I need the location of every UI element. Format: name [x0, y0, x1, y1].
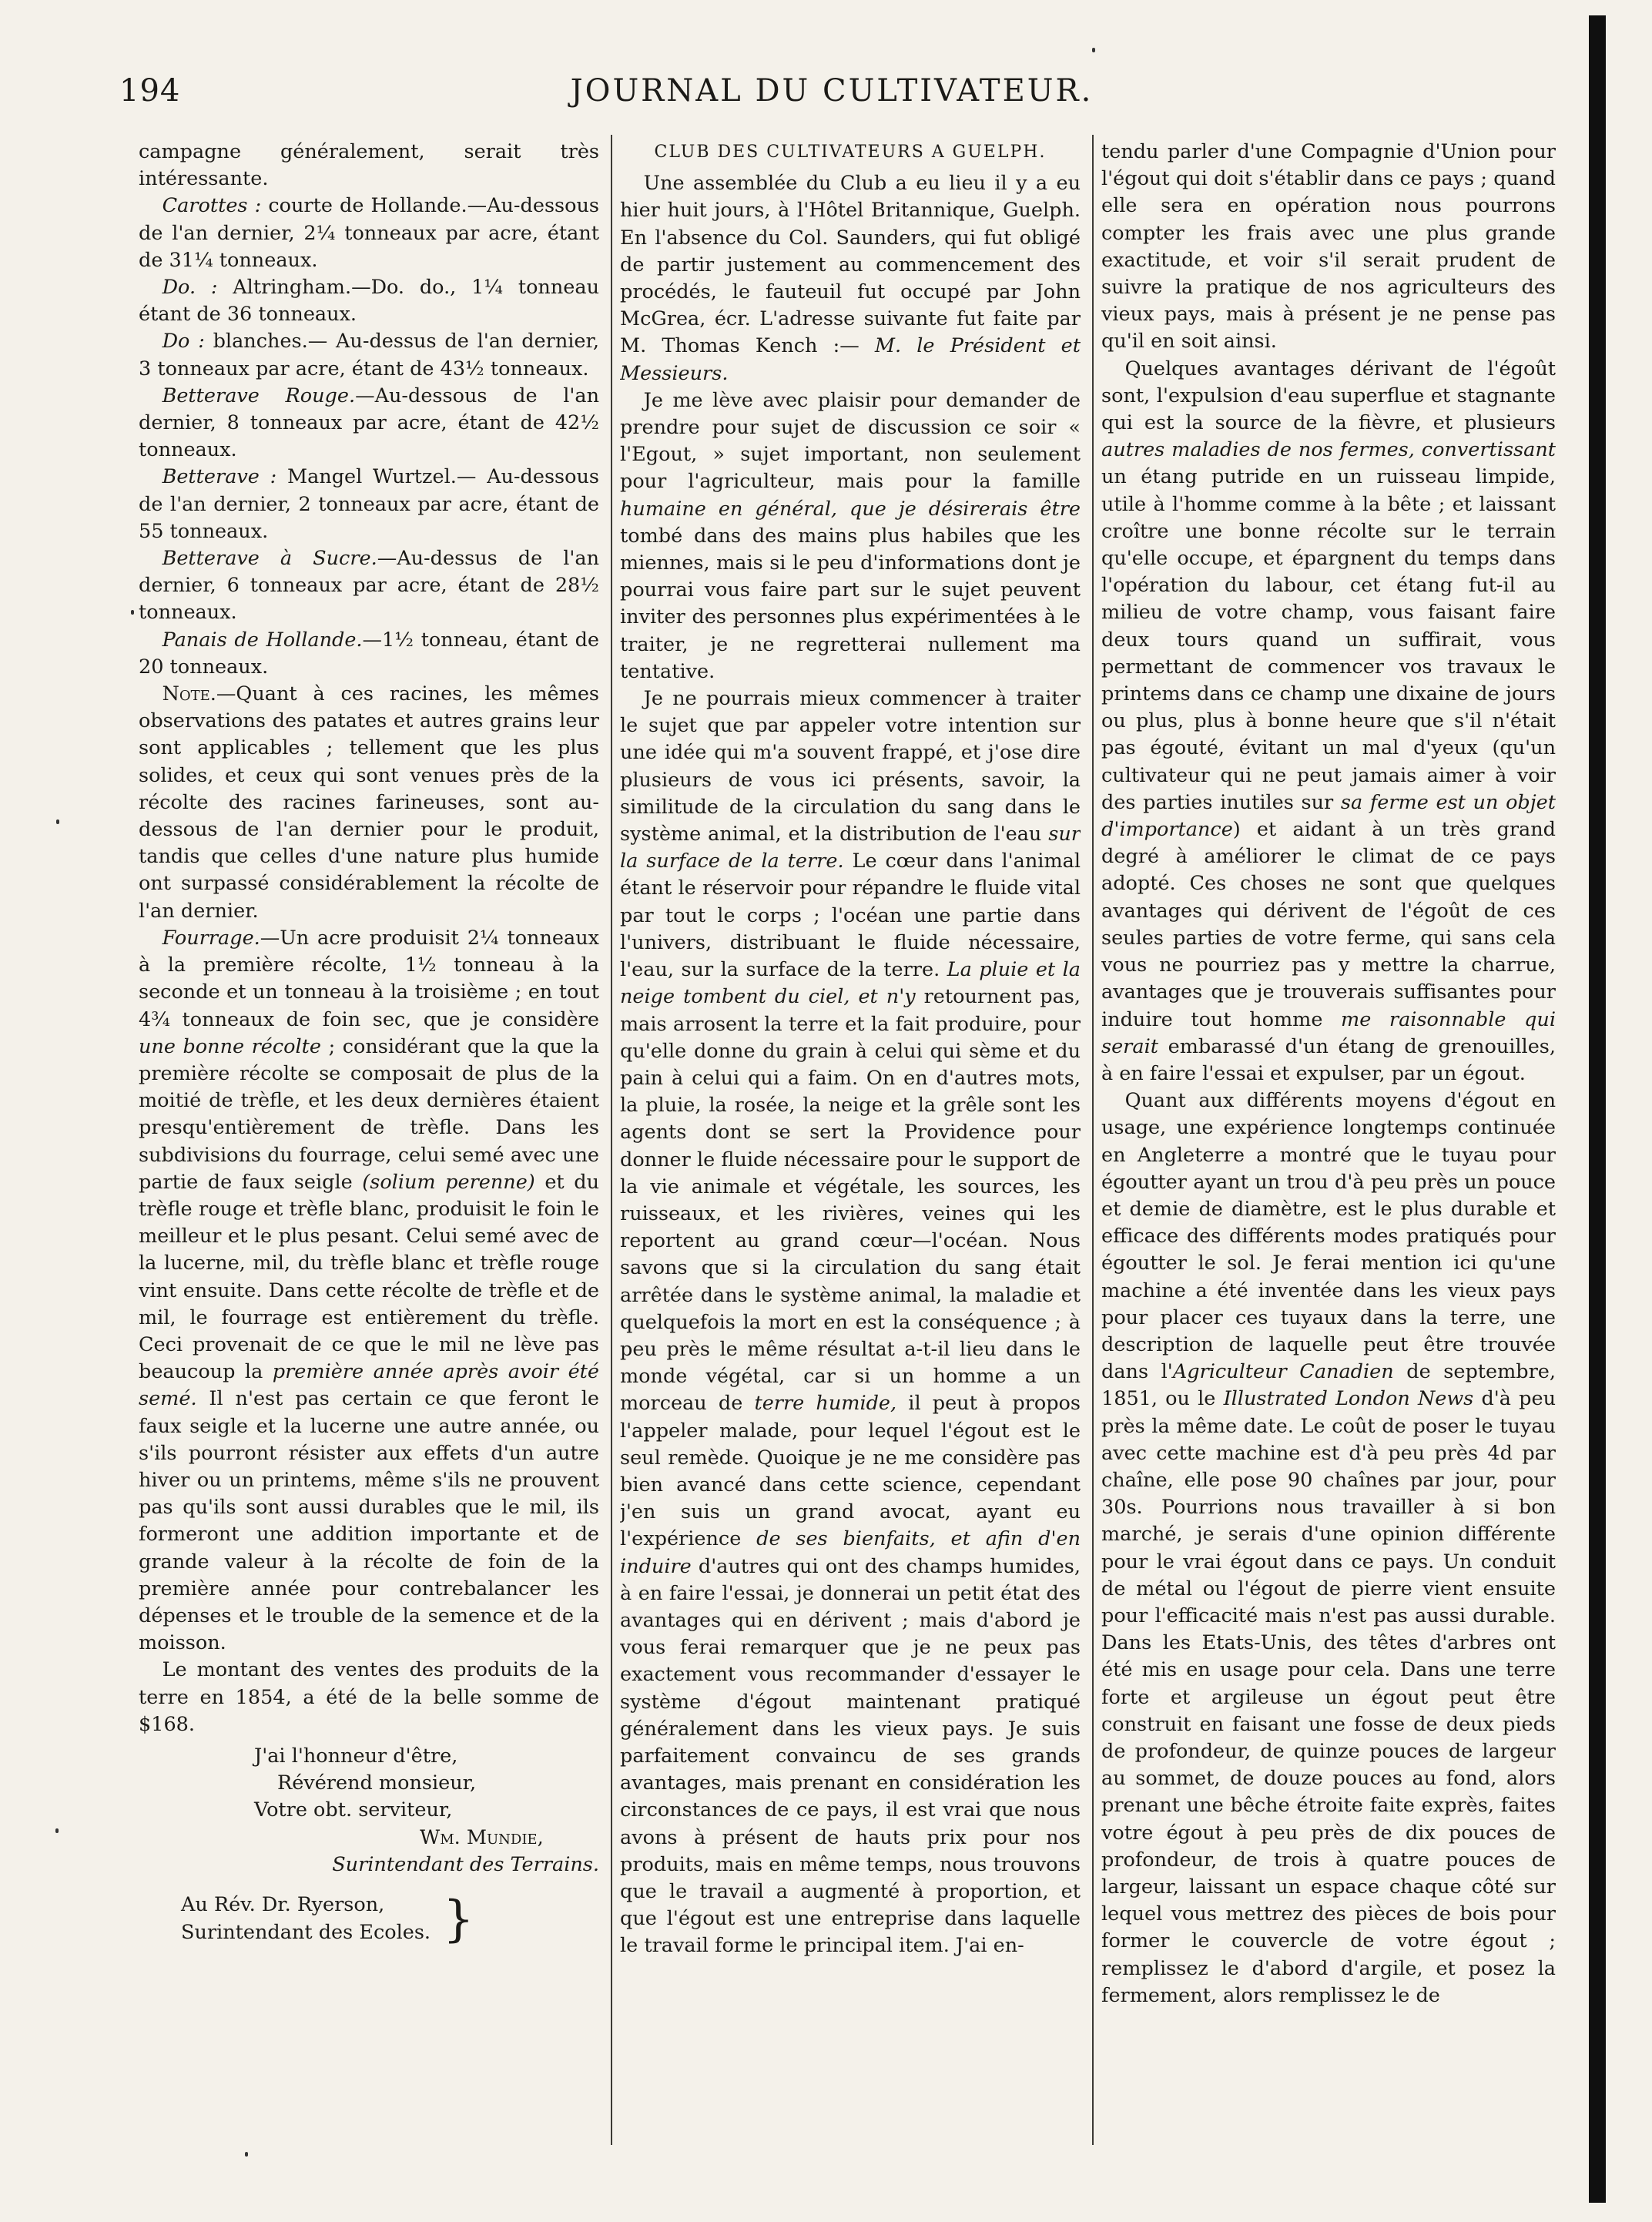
journal-title: JOURNAL DU CULTIVATEUR.: [570, 73, 1094, 109]
text-run: embarassé d'un étang de grenouilles, à en faire l'essai et expulser, par un égout.: [1101, 1034, 1556, 1085]
scan-edge-shadow: [1589, 15, 1606, 2203]
section-title: CLUB DES CULTIVATEURS A GUELPH.: [654, 142, 1047, 162]
scan-speck: [131, 610, 134, 615]
text-columns: [139, 139, 1556, 2157]
fourrage-label: Fourrage.: [162, 926, 260, 950]
paragraph: [620, 387, 1081, 685]
paragraph: campagne généralement, serait très intéressante.: [139, 140, 599, 191]
paragraph: [1101, 1088, 1556, 2009]
paragraph: [620, 170, 1081, 387]
italic-run: Illustrated London News: [1223, 1387, 1474, 1411]
crop-label: Do :: [162, 330, 205, 354]
text-run: Quant aux différents moyens d'égout en usage, une expérience longtemps continuée en Angleterre a montré que le tuyau pour égoutter ayant un trou d'à peu près un pouce et demie de diamètre, est le plus durable et efficace des différents modes pratiqués pour égoutter le sol. Je ferai mention ici qu'une machine a été inventée dans les vieux pays pour placer ces tuyaux dans la terre, une description de laquelle peut être trouvée dans l': [1101, 1089, 1556, 1384]
paragraph: Le montant des ventes des produits de la terre en 1854, a été de la belle somme de $168.: [139, 1658, 599, 1736]
paragraph: [139, 627, 599, 681]
italic-run: une bonne récolte: [139, 1034, 322, 1058]
closing-line: Votre obt. serviteur,: [254, 1798, 453, 1822]
text-run: et du trèfle rouge et trèfle blanc, produisit le foin le meilleur et le plus pesant. Celui semé avec de la lucerne, mil, du trèfle blanc et trèfle rouge vint ensuite. Dans cette récolte de trèfle et de mil, le fourrage est entièrement du trèfle. Ceci provenait de ce que le mil ne lève pas beaucoup la: [139, 1170, 599, 1384]
paragraph: [139, 681, 599, 925]
text-run: un étang putride en un ruisseau limpide, utile à l'homme comme à la bête ; et laissant croître une bonne récolte sur le terrain qu'elle occupe, et épargnent du temps dans l'opération du labour, cet étang fut-il au milieu de votre champ, vous faisant faire deux tours quand un suffirait, vous permettant de commencer vos travaux le printems dans ce champ une dixaine de jours ou plus, plus à bonne heure que s'il n'était pas égouté, évitant un mal d'yeux (qu'un cultivateur qui ne peut jamais aimer à voir des parties inutiles sur: [1101, 465, 1556, 814]
crop-text: Altringham.—Do. do., 1¼ tonneau étant de 36 tonneaux.: [139, 276, 599, 327]
closing-line: Révérend monsieur,: [277, 1771, 477, 1795]
italic-run: sa ferme est un objet d'importance: [1101, 790, 1556, 842]
column-1: [139, 139, 599, 2149]
italic-run: terre humide,: [754, 1392, 897, 1416]
italic-run: M. le Président et Messieurs.: [620, 334, 1081, 385]
scan-speck: [55, 1828, 59, 1833]
paragraph: [139, 383, 599, 464]
paragraph: [139, 274, 599, 328]
note-text: —Quant à ces racines, les mêmes observations des patates et autres grains leur sont applicables ; tellement que les plus solides, et ceux qui sont venues près de la récolte des racines farineuses, sont au-dessous de l'an dernier pour le produit, tandis que celles d'une nature plus humide ont surpassé considérablement la récolte de l'an dernier.: [139, 682, 599, 923]
crop-label: Carottes :: [162, 194, 262, 218]
scan-speck: [1092, 48, 1095, 52]
text-run: Je me lève avec plaisir pour demander de prendre pour sujet de discussion ce soir « l'Egout, » sujet important, non seulement pour l'agriculteur, mais pour la famille: [620, 388, 1081, 494]
brace-glyph: }: [443, 1891, 474, 1948]
text-run: il peut à propos l'appeler malade, pour lequel l'égout est le seul remède. Quoique je ne me considère pas bien avancé dans cette science, cependant j'en suis un grand avocat, ayant eu l'expérience: [620, 1392, 1081, 1551]
text-run: de septembre, 1851, ou le: [1101, 1360, 1556, 1411]
paragraph: [139, 545, 599, 627]
crop-label: Do. :: [162, 276, 218, 300]
text-run: Je ne pourrais mieux commencer à traiter le sujet que par appeler votre intention sur une idée qui m'a souvent frappé, et j'ose dire plusieurs de vous ici présents, savoir, la similitude de la circulation du sang dans le système animal, et la distribution de l'eau: [620, 687, 1081, 846]
italic-run: (solium perenne): [362, 1170, 535, 1194]
addressee-block: [139, 1891, 599, 1946]
letter-closing: [139, 1743, 599, 1878]
signature-title: Surintendant des Terrains.: [332, 1852, 599, 1876]
signature-name: Wm. Mundie,: [420, 1825, 544, 1849]
closing-line: J'ai l'honneur d'être,: [254, 1744, 458, 1768]
text-run: tombé dans des mains plus habiles que les miennes, mais si le peu d'informations dont je pourrai vous faire part sur le sujet peuvent inviter des personnes plus expérimentées à le traiter, je ne regretterai nullement ma tentative.: [620, 524, 1081, 683]
text-run: ) et aidant à un très grand degré à améliorer le climat de ce pays adopté. Ces choses ne sont que quelques avantages qui dérivent de l'égoût de ces seules parties de votre ferme, qui sans cela vous ne pourriez pas y mettre la charrue, avantages que je trouverais suffisantes pour induire tout homme: [1101, 818, 1556, 1031]
paragraph: [139, 464, 599, 545]
addressee-line: Au Rév. Dr. Ryerson,: [181, 1893, 385, 1916]
paragraph: [139, 925, 599, 1657]
italic-run: première année après avoir été semé.: [139, 1360, 599, 1411]
text-run: ; considérant que la que la première récolte se composait de plus de la moitié de trèfle, et les deux dernières étaient presqu'entièrement de trèfle. Dans les subdivisions du fourrage, celui semé avec une partie de faux seigle: [139, 1034, 599, 1194]
page-header: [119, 73, 1544, 135]
crop-text: courte de Hollande.—Au-dessous de l'an dernier, 2¼ tonneaux par acre, étant de 31¼ tonneaux.: [139, 194, 599, 272]
crop-text: —Au-dessus de l'an dernier, 6 tonneaux par acre, étant de 28½ tonneaux.: [139, 547, 599, 625]
italic-run: humaine en général, que je désirerais être: [620, 497, 1081, 521]
column-3: [1101, 139, 1556, 2149]
italic-run: de ses bienfaits, et afin d'en induire: [620, 1527, 1081, 1578]
page-number: 194: [119, 73, 181, 109]
text-run: Il n'est pas certain ce que feront le faux seigle et la lucerne une autre année, ou s'ils pourront résister aux effets d'un autre hiver ou un printems, même s'ils ne prouvent pas qu'ils sont aussi durables que le mil, ils formeront une addition importante et de grande valeur à la récolte de foin de la première année pour contrebalancer les dépenses et le trouble de la semence et de la moisson.: [139, 1387, 599, 1655]
text-run: d'autres qui ont des champs humides, à en faire l'essai, je donnerai un petit état des avantages qui en dérivent ; mais d'abord je vous ferai remarquer que je ne peux pas exactement vous recommander d'essayer le système d'égout maintenant pratiqué généralement dans les vieux pays. Je suis parfaitement convaincu de ses grands avantages, mais prenant en considération les circonstances de ce pays, il est vrai que nous avons à présent de hauts prix pour nos produits, mais en même temps, nous trouvons que le travail a augmenté à proportion, et que l'égout est une entreprise dans laquelle le travail forme le principal item. J'ai en-: [620, 1554, 1081, 1958]
italic-run: La pluie et la neige tombent du ciel, et n'y: [620, 958, 1081, 1009]
addressee-line: Surintendant des Ecoles.: [181, 1921, 431, 1944]
text-run: Quelques avantages dérivant de l'égoût sont, l'expulsion d'eau superflue et stagnante qui est la source de la fièvre, et plusieurs: [1101, 357, 1556, 435]
italic-run: autres maladies de nos fermes, convertissant: [1101, 438, 1556, 462]
text-run: Une assemblée du Club a eu lieu il y a eu hier huit jours, à l'Hôtel Britannique, Guelph. En l'absence du Col. Saunders, qui fut obligé de partir justement au commencement des procédés, le fauteuil fut occupé par John McGrea, écr. L'adresse suivante fut faite par M. Thomas Kench :—: [620, 172, 1081, 358]
italic-run: sur la surface de la terre.: [620, 823, 1081, 873]
paragraph: [139, 193, 599, 274]
column-2: [620, 139, 1081, 2149]
scan-speck: [245, 2152, 248, 2157]
paragraph: [620, 685, 1081, 1960]
paragraph: [1101, 356, 1556, 1088]
text-run: Le cœur dans l'animal étant le réservoir pour répandre le fluide vital par tout le corps ; l'océan une partie dans l'univers, distribuant le fluide nécessaire, l'eau, sur la surface de la terre.: [620, 850, 1081, 982]
text-run: retournent pas, mais arrosent la terre et la fait produire, pour qu'elle donne du grain à celui qui sème et du pain à celui qui a faim. On en d'autres mots, la pluie, la rosée, la neige et la grêle sont les agents dont se sert la Providence pour donner le fluide nécessaire pour le support de la vie animale et végétale, les sources, les ruisseaux, et les rivières, veines qui les reportent au grand cœur—l'océan. Nous savons que si la circulation du sang était arrêtée dans le système animal, la maladie et quelquefois la mort en est la conséquence ; à peu près le même résultat a-t-il lieu dans le monde végétal, car si un homme a un morceau de: [620, 985, 1081, 1416]
paragraph: [139, 328, 599, 382]
note-label: Note.: [162, 682, 216, 706]
crop-text: —1½ tonneau, étant de 20 tonneaux.: [139, 628, 599, 679]
crop-text: blanches.— Au-dessus de l'an dernier, 3 tonneaux par acre, étant de 43½ tonneaux.: [139, 330, 599, 380]
crop-label: Betterave :: [162, 465, 277, 489]
italic-run: Agriculteur Canadien: [1172, 1360, 1394, 1384]
scan-speck: [56, 819, 59, 824]
text-run: —Un acre produisit 2¼ tonneaux à la première récolte, 1½ tonneau à la seconde et un tonneau à la troisième ; en tout 4¾ tonneaux de foin sec, que je considère: [139, 926, 599, 1031]
paragraph: tendu parler d'une Compagnie d'Union pour l'égout qui doit s'établir dans ce pays ; quand elle sera en opération nous pourrons compter les frais avec une plus grande exactitude, et voir s'il serait prudent de suivre la pratique de nos agriculteurs des vieux pays, mais à présent je ne pense pas qu'il en soit ainsi.: [1101, 140, 1556, 354]
crop-text: Mangel Wurtzel.— Au-dessous de l'an dernier, 2 tonneaux par acre, étant de 55 tonneaux.: [139, 465, 599, 543]
crop-label: Betterave Rouge.: [162, 384, 356, 407]
text-run: d'à peu près la même date. Le coût de poser le tuyau avec cette machine est d'à peu près 4d par chaîne, elle pose 90 chaînes par jour, pour 30s. Pourrions nous travailler à si bon marché, je serais d'une opinion différente pour le vrai égout dans ce pays. Un conduit de métal ou l'égout de pierre vient ensuite pour l'efficacité mais n'est pas aussi durable. Dans les Etats-Unis, des têtes d'arbres ont été mis en usage pour cela. Dans une terre forte et argileuse un égout peut être construit en faisant une fosse de deux pieds de profondeur, de quinze pouces de largeur au sommet, de douze pouces au fond, alors prenant une bêche étroite faite exprès, faites votre égout à peu près de dix pouces de profondeur, de trois à quatre pouces de largeur, laissant un espace chaque côté sur lequel vous mettrez des pièces de bois pour former le couvercle de votre égout ; remplissez le d'abord d'argile, et posez la fermement, alors remplissez le de: [1101, 1387, 1556, 2007]
italic-run: me raisonnable qui serait: [1101, 1007, 1556, 1058]
crop-label: Betterave à Sucre.: [162, 547, 377, 571]
crop-label: Panais de Hollande.: [162, 628, 363, 652]
crop-text: —Au-dessous de l'an dernier, 8 tonneaux par acre, étant de 42½ tonneaux.: [139, 384, 599, 462]
